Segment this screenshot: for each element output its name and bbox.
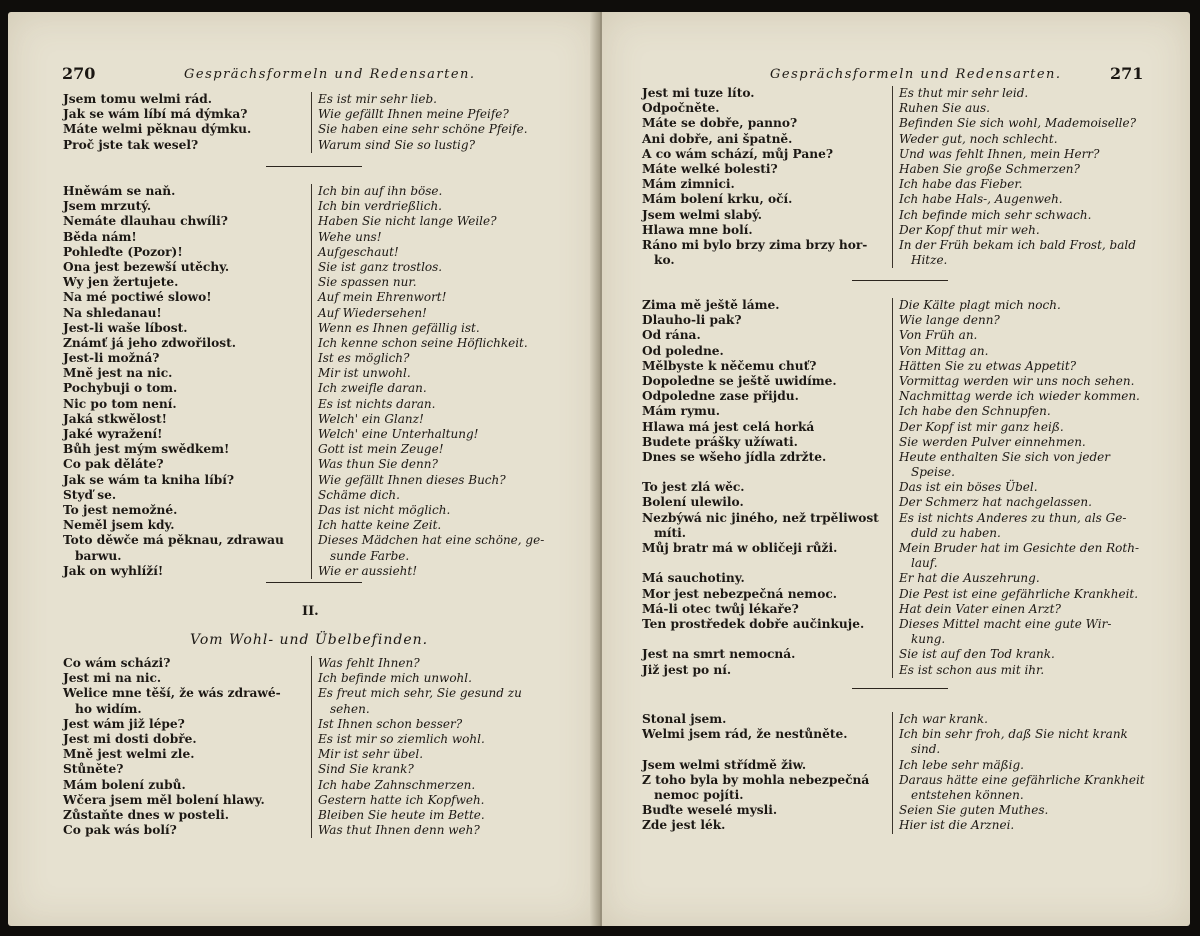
phrase-line: Ich war krank. <box>899 712 988 726</box>
czech-column <box>642 712 886 834</box>
czech-column <box>63 184 305 579</box>
phrase-line: Ráno mi bylo brzy zima brzy hor- <box>642 237 868 252</box>
phrase-line: Von Früh an. <box>899 328 978 343</box>
phrase-line: Ich hatte keine Zeit. <box>318 518 442 533</box>
book-spread <box>8 12 1192 930</box>
phrase-line: Jak se wám líbí má dýmka? <box>63 107 248 122</box>
phrase-line: Stůněte? <box>63 762 124 777</box>
phrase-line: Sind Sie krank? <box>318 762 414 777</box>
phrase-line <box>642 465 886 480</box>
phrase-line: Vormittag werden wir uns noch sehen. <box>899 373 1135 388</box>
phrase-line: Welice mne těší, že wás zdrawé- <box>63 686 281 701</box>
phrase-line: míti. <box>654 525 687 540</box>
phrase-line: Hat dein Vater einen Arzt? <box>899 601 1061 616</box>
phrase-line: Dnes se wšeho jídla zdržte. <box>642 449 827 464</box>
phrase-line: Auf mein Ehrenwort! <box>318 290 447 305</box>
phrase-line: Mám bolení zubů. <box>63 777 186 792</box>
phrase-line: Z toho byla by mohla nebezpečná <box>642 772 870 787</box>
phrase-line: Mám bolení krku, očí. <box>642 192 793 207</box>
phrase-line: Jsem welmi střídmě žiw. <box>642 757 807 772</box>
phrase-line: Běda nám! <box>63 229 137 244</box>
phrase-line: Es thut mir sehr leid. <box>899 86 1029 100</box>
phrase-line: Známť já jeho zdwořilost. <box>63 335 236 350</box>
phrase-line: Mělbyste k něčemu chuť? <box>642 358 817 373</box>
phrase-line: Hier ist die Arznei. <box>899 818 1015 833</box>
german-column <box>311 656 548 838</box>
phrase-line: Sie spassen nur. <box>318 275 417 290</box>
phrase-line: Na shledanau! <box>63 305 162 320</box>
phrase-line <box>642 632 886 647</box>
phrase-line: Sie werden Pulver einnehmen. <box>899 434 1086 449</box>
phrase-line: Speise. <box>911 465 955 480</box>
phrase-line: sunde Farbe. <box>330 548 410 563</box>
phrase-line: Mor jest nebezpečná nemoc. <box>642 586 837 601</box>
phrase-line: Od poledne. <box>642 343 724 358</box>
czech-column <box>63 92 305 153</box>
phrase-line: Jaká stkwělost! <box>63 411 168 426</box>
phrase-line: Sie ist auf den Tod krank. <box>899 647 1055 662</box>
phrase-line: Jest mi dosti dobře. <box>63 731 197 746</box>
phrase-line: Schäme dich. <box>318 487 400 502</box>
phrase-line: Wenn es Ihnen gefällig ist. <box>318 320 480 335</box>
phrase-line: Bůh jest mým swědkem! <box>63 442 230 457</box>
phrase-line: Nezbýwá nic jiného, než trpěliwost <box>642 510 879 525</box>
phrase-line: Od rána. <box>642 328 701 343</box>
phrase-line: Odpoledne zase přijdu. <box>642 389 799 404</box>
phrase-line: ho widím. <box>75 701 142 716</box>
phrase-line <box>642 742 886 757</box>
phrase-line: Již jest po ní. <box>642 662 732 677</box>
phrase-line: Ich lebe sehr mäßig. <box>899 757 1024 772</box>
phrase-line: Es freut mich sehr, Sie gesund zu <box>318 686 522 701</box>
divider <box>266 582 362 583</box>
phrase-line: Der Schmerz hat nachgelassen. <box>899 495 1092 510</box>
page-number: 271 <box>1110 64 1144 83</box>
phrase-line: lauf. <box>911 556 938 571</box>
phrase-line: Má-li otec twůj lékaře? <box>642 601 799 616</box>
phrase-line: Jsem welmi slabý. <box>642 207 762 222</box>
phrase-line: Máte welmi pěknau dýmku. <box>63 122 252 137</box>
phrase-line: To jest zlá wěc. <box>642 480 745 495</box>
phrase-line: Ist es möglich? <box>318 351 410 366</box>
phrase-line: Ich bin auf ihn böse. <box>318 184 443 198</box>
phrase-line: Hlawa má jest celá horká <box>642 419 815 434</box>
phrase-line: Hlawa mne bolí. <box>642 222 753 237</box>
phrase-line: Co pak wás bolí? <box>63 823 177 838</box>
phrase-line: Das ist ein böses Übel. <box>899 480 1038 495</box>
phrase-line: Mir ist unwohl. <box>318 366 411 381</box>
phrase-line: Der Kopf ist mir ganz heiß. <box>899 419 1064 434</box>
phrase-line: Sie haben eine sehr schöne Pfeife. <box>318 122 528 137</box>
phrase-line: Jest mi tuze líto. <box>642 86 755 100</box>
phrase-line: Zde jest lék. <box>642 818 726 833</box>
phrase-line: Co pak děláte? <box>63 457 164 472</box>
phrase-line: Jest wám již lépe? <box>63 716 185 731</box>
phrase-line: Nachmittag werde ich wieder kommen. <box>899 389 1140 404</box>
phrase-line: Wehe uns! <box>318 229 382 244</box>
divider <box>266 166 362 167</box>
right-page <box>602 12 1190 926</box>
phrase-line: Ich bin sehr froh, daß Sie nicht krank <box>899 727 1128 742</box>
phrase-line: Aufgeschaut! <box>318 244 399 259</box>
phrase-line: Mám rymu. <box>642 404 721 419</box>
phrase-line: Jaké wyražení! <box>63 427 163 441</box>
phrase-line: Es ist nichts daran. <box>318 396 436 411</box>
phrase-line: Hätten Sie zu etwas Appetit? <box>899 358 1077 373</box>
phrase-line: Stonal jsem. <box>642 712 727 726</box>
phrase-line: Ani dobře, ani špatně. <box>642 131 793 146</box>
phrase-line: Der Kopf thut mir weh. <box>899 222 1040 237</box>
phrase-line: Ich habe Hals-, Augenweh. <box>899 192 1063 207</box>
phrase-line: Das ist nicht möglich. <box>318 502 451 517</box>
phrase-line: Von Mittag an. <box>899 343 989 358</box>
phrase-line: Wie lange denn? <box>899 313 1000 328</box>
phrase-line: In der Früh bekam ich bald Frost, bald <box>899 237 1136 252</box>
phrase-line: Zima mě ještě láme. <box>642 298 780 312</box>
german-column <box>892 298 1139 678</box>
section-title: Vom Wohl- und Übelbefinden. <box>190 632 429 648</box>
phrase-line: Máte se dobře, panno? <box>642 116 798 131</box>
phrase-line: duld zu haben. <box>911 525 1001 540</box>
phrase-line: Er hat die Auszehrung. <box>899 571 1040 586</box>
phrase-line: Befinden Sie sich wohl, Mademoiselle? <box>899 116 1137 131</box>
phrase-line: nemoc pojíti. <box>654 787 744 802</box>
phrase-line: Wčera jsem měl bolení hlawy. <box>63 792 265 807</box>
phrase-line: Ist Ihnen schon besser? <box>318 716 463 731</box>
czech-column <box>63 656 305 838</box>
phrase-line: Ich befinde mich sehr schwach. <box>899 207 1092 222</box>
phrase-line: Zůstaňte dnes w posteli. <box>63 807 230 822</box>
phrase-line: Sie ist ganz trostlos. <box>318 259 443 274</box>
phrase-line: Ich kenne schon seine Höflichkeit. <box>318 335 528 350</box>
phrase-line: Es ist schon aus mit ihr. <box>899 662 1045 677</box>
phrase-line: Ona jest bezewší utěchy. <box>63 259 230 274</box>
phrase-line: Máte welké bolesti? <box>642 161 778 176</box>
phrase-line: Was thut Ihnen denn weh? <box>318 823 480 838</box>
phrase-line: Ich zweifle daran. <box>318 381 427 396</box>
phrase-line: Budete prášky užíwati. <box>642 434 798 449</box>
phrase-line: Hitze. <box>911 253 948 268</box>
phrase-line: Mně jest na nic. <box>63 366 173 381</box>
section-number: II. <box>302 604 319 619</box>
phrase-line <box>642 556 886 571</box>
phrase-line: Můj bratr má w obličeji růži. <box>642 541 838 555</box>
phrase-line: Mám zimnici. <box>642 177 735 192</box>
phrase-line: Ich befinde mich unwohl. <box>318 671 472 686</box>
phrase-line: Weder gut, noch schlecht. <box>899 131 1058 146</box>
left-page <box>8 12 598 926</box>
phrase-line: Bolení ulewilo. <box>642 495 744 510</box>
german-column <box>311 92 540 153</box>
phrase-line: Es ist nichts Anderes zu thun, als Ge- <box>899 510 1127 525</box>
running-head: Gesprächsformeln und Redensarten. <box>770 67 1062 82</box>
phrase-line: Nemáte dlauhau chwíli? <box>63 214 228 229</box>
phrase-line: Daraus hätte eine gefährliche Krankheit <box>899 772 1145 787</box>
phrase-line: Toto děwče má pěknau, zdrawau <box>63 533 284 548</box>
phrase-line: Mir ist sehr übel. <box>318 747 424 762</box>
phrase-line: Wy jen žertujete. <box>63 275 179 290</box>
phrase-line: Nic po tom není. <box>63 396 177 411</box>
phrase-line: Dieses Mittel macht eine gute Wir- <box>899 616 1112 631</box>
phrase-line: Bleiben Sie heute im Bette. <box>318 807 485 822</box>
phrase-line: Welmi jsem rád, že nestůněte. <box>642 727 848 742</box>
phrase-line: Dopoledne se ještě uwidíme. <box>642 373 837 388</box>
phrase-line: Dlauho-li pak? <box>642 313 742 328</box>
phrase-line: Es ist mir sehr lieb. <box>318 92 437 106</box>
phrase-line: Dieses Mädchen hat eine schöne, ge- <box>318 533 545 548</box>
phrase-line: Auf Wiedersehen! <box>318 305 427 320</box>
phrase-line: Ich bin verdrießlich. <box>318 199 442 214</box>
phrase-line: Jest mi na nic. <box>63 671 162 686</box>
phrase-line: To jest nemožné. <box>63 502 178 517</box>
phrase-line: Welch' ein Glanz! <box>318 411 424 426</box>
phrase-line: Na mé poctiwé slowo! <box>63 290 212 305</box>
phrase-line: Ich habe Zahnschmerzen. <box>318 777 476 792</box>
phrase-line: Hněwám se naň. <box>63 184 176 198</box>
phrase-line: Co wám scházi? <box>63 656 171 670</box>
phrase-line: Ich habe das Fieber. <box>899 177 1023 192</box>
phrase-line: Seien Sie guten Muthes. <box>899 803 1049 818</box>
phrase-line: Haben Sie nicht lange Weile? <box>318 214 497 229</box>
phrase-line: A co wám schází, můj Pane? <box>642 146 833 161</box>
phrase-line: ko. <box>654 253 675 268</box>
phrase-line: Buďte weselé mysli. <box>642 803 778 818</box>
phrase-line: Pohleďte (Pozor)! <box>63 244 183 259</box>
phrase-line: Und was fehlt Ihnen, mein Herr? <box>899 146 1100 161</box>
phrase-line: Warum sind Sie so lustig? <box>318 137 475 152</box>
phrase-line: Was fehlt Ihnen? <box>318 656 420 670</box>
phrase-line: Má sauchotiny. <box>642 571 745 586</box>
phrase-line: Mně jest welmi zle. <box>63 747 195 762</box>
phrase-line: Wie er aussieht! <box>318 563 418 578</box>
phrase-line: Die Pest ist eine gefährliche Krankheit. <box>899 586 1139 601</box>
phrase-line: Die Kälte plagt mich noch. <box>899 298 1061 312</box>
phrase-line: barwu. <box>75 548 122 563</box>
phrase-line: Ten prostředek dobře aučinkuje. <box>642 616 865 631</box>
phrase-line: Welch' eine Unterhaltung! <box>318 427 479 441</box>
phrase-line: Jsem mrzutý. <box>63 199 152 214</box>
german-column <box>311 184 548 579</box>
divider <box>852 688 948 689</box>
phrase-line: Was thun Sie denn? <box>318 457 438 472</box>
phrase-line: Ich habe den Schnupfen. <box>899 404 1051 419</box>
phrase-line: kung. <box>911 632 946 647</box>
phrase-line: Ruhen Sie aus. <box>899 101 990 116</box>
german-column <box>892 86 1139 268</box>
phrase-line: Pochybuji o tom. <box>63 381 178 396</box>
phrase-line: entstehen können. <box>911 787 1024 802</box>
phrase-line: Jak on wyhlíží! <box>63 563 164 578</box>
phrase-line: Haben Sie große Schmerzen? <box>899 161 1080 176</box>
page-number: 270 <box>62 64 96 83</box>
phrase-line: Jak se wám ta kniha líbí? <box>63 472 234 487</box>
phrase-line: Jsem tomu welmi rád. <box>63 92 213 106</box>
phrase-line: Gestern hatte ich Kopfweh. <box>318 792 485 807</box>
running-head: Gesprächsformeln und Redensarten. <box>184 67 476 82</box>
czech-column <box>642 86 886 268</box>
phrase-line: Jest-li možná? <box>63 351 160 366</box>
phrase-line: Wie gefällt Ihnen dieses Buch? <box>318 472 506 487</box>
phrase-line: Es ist mir so ziemlich wohl. <box>318 731 485 746</box>
phrase-line: Jest na smrt nemocná. <box>642 647 796 662</box>
phrase-line: Odpočněte. <box>642 101 720 116</box>
phrase-line: sehen. <box>330 701 370 716</box>
czech-column <box>642 298 886 678</box>
phrase-line: Mein Bruder hat im Gesichte den Roth- <box>899 541 1139 555</box>
divider <box>852 280 948 281</box>
phrase-line: Jest-li waše líbost. <box>63 320 188 335</box>
phrase-line: Gott ist mein Zeuge! <box>318 442 444 457</box>
phrase-line: sind. <box>911 742 941 757</box>
phrase-line: Styď se. <box>63 487 117 502</box>
german-column <box>892 712 1145 834</box>
phrase-line: Neměl jsem kdy. <box>63 518 175 533</box>
phrase-line: Wie gefällt Ihnen meine Pfeife? <box>318 107 509 122</box>
phrase-line: Proč jste tak wesel? <box>63 137 199 152</box>
phrase-line: Heute enthalten Sie sich von jeder <box>899 449 1110 464</box>
